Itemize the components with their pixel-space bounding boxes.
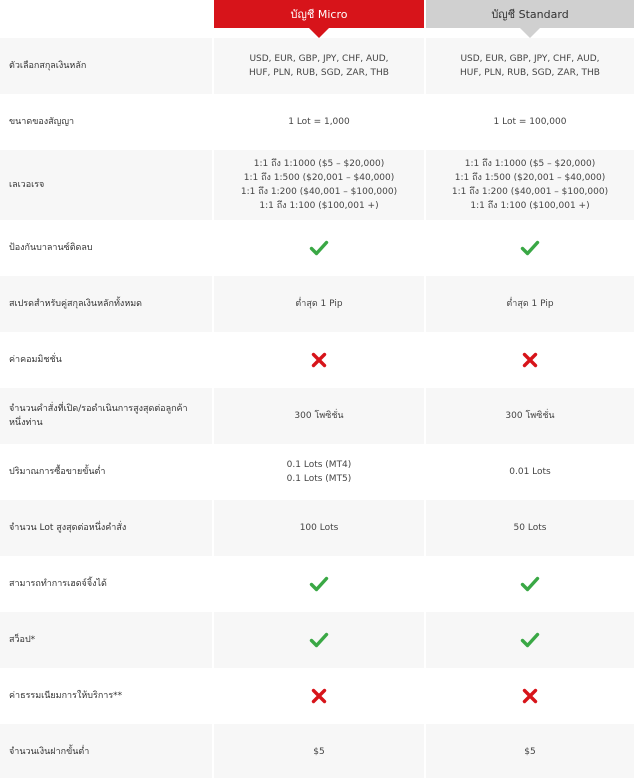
row-label: จำนวน Lot สูงสุดต่อหนึ่งคำสั่ง	[0, 500, 212, 556]
micro-value-cell	[214, 500, 424, 556]
micro-value-line: 300 โพซิชั่น	[294, 411, 344, 421]
check-icon	[520, 630, 540, 650]
table-row	[0, 276, 634, 332]
standard-value-cell	[426, 276, 634, 332]
micro-account-header	[214, 0, 424, 28]
cross-icon	[520, 350, 540, 370]
row-label: สว็อป*	[0, 612, 212, 668]
table-row	[0, 38, 634, 94]
standard-value-cell	[426, 220, 634, 276]
micro-value-cell	[214, 276, 424, 332]
standard-value-line: 50 Lots	[513, 523, 547, 533]
standard-value-line: 1 Lot = 100,000	[493, 117, 567, 127]
check-icon	[520, 574, 540, 594]
standard-account-header	[426, 0, 634, 28]
standard-value-line: 0.01 Lots	[509, 467, 551, 477]
row-label: ป้องกันบาลานซ์ติดลบ	[0, 220, 212, 276]
row-label: ปริมาณการซื้อขายขั้นต่ำ	[0, 444, 212, 500]
micro-header-pointer	[309, 28, 329, 38]
row-label: ขนาดของสัญญา	[0, 94, 212, 150]
standard-value-cell	[426, 724, 634, 778]
micro-value-cell	[214, 612, 424, 668]
micro-value-line: 100 Lots	[299, 523, 339, 533]
check-icon	[309, 238, 329, 258]
check-icon	[520, 238, 540, 258]
row-label: จำนวนคำสั่งที่เปิด/รอดำเนินการสูงสุดต่อลูกค้าหนึ่งท่าน	[0, 388, 212, 444]
table-row	[0, 444, 634, 500]
micro-value-line: 1:1 ถึง 1:200 ($40,001 – $100,000)	[240, 187, 398, 197]
header-spacer	[0, 0, 212, 38]
micro-value-line: $5	[313, 747, 325, 757]
cross-icon	[520, 686, 540, 706]
standard-value-line: HUF, PLN, RUB, SGD, ZAR, THB	[460, 68, 600, 78]
standard-value-line: $5	[524, 747, 536, 757]
table-row	[0, 332, 634, 388]
micro-value-line: HUF, PLN, RUB, SGD, ZAR, THB	[249, 68, 389, 78]
micro-value-cell	[214, 94, 424, 150]
micro-value-cell	[214, 220, 424, 276]
row-label: สเปรดสำหรับคู่สกุลเงินหลักทั้งหมด	[0, 276, 212, 332]
micro-value-line: 1 Lot = 1,000	[288, 117, 350, 127]
micro-value-cell	[214, 668, 424, 724]
standard-account-title: บัญชี Standard	[491, 8, 569, 21]
standard-value-line: 1:1 ถึง 1:200 ($40,001 – $100,000)	[451, 187, 609, 197]
check-icon	[309, 630, 329, 650]
micro-value-cell	[214, 150, 424, 220]
micro-value-line: 1:1 ถึง 1:100 ($100,001 +)	[259, 201, 379, 211]
standard-value-cell	[426, 444, 634, 500]
row-label: จำนวนเงินฝากขั้นต่ำ	[0, 724, 212, 778]
micro-value-line: ต่ำสุด 1 Pip	[295, 299, 343, 309]
standard-value-cell	[426, 332, 634, 388]
row-label: เลเวอเรจ	[0, 150, 212, 220]
standard-value-line: 1:1 ถึง 1:100 ($100,001 +)	[470, 201, 590, 211]
row-label: ค่าคอมมิชชั่น	[0, 332, 212, 388]
standard-value-cell	[426, 388, 634, 444]
table-row	[0, 94, 634, 150]
standard-value-line: 300 โพซิชั่น	[505, 411, 555, 421]
table-row	[0, 612, 634, 668]
micro-value-cell	[214, 444, 424, 500]
table-body	[0, 38, 634, 778]
table-row	[0, 500, 634, 556]
table-row	[0, 150, 634, 220]
table-row	[0, 388, 634, 444]
micro-value-cell	[214, 556, 424, 612]
standard-value-cell	[426, 38, 634, 94]
cross-icon	[309, 350, 329, 370]
row-label: สามารถทำการเฮดจ์จิ้งได้	[0, 556, 212, 612]
standard-value-cell	[426, 94, 634, 150]
micro-account-title: บัญชี Micro	[290, 8, 348, 21]
table-row	[0, 220, 634, 276]
standard-value-cell	[426, 150, 634, 220]
table-row	[0, 724, 634, 778]
standard-value-cell	[426, 612, 634, 668]
micro-value-line: 1:1 ถึง 1:500 ($20,001 – $40,000)	[243, 173, 395, 183]
standard-value-line: USD, EUR, GBP, JPY, CHF, AUD,	[460, 54, 600, 64]
micro-value-line: 1:1 ถึง 1:1000 ($5 – $20,000)	[253, 159, 385, 169]
micro-value-cell	[214, 724, 424, 778]
standard-value-cell	[426, 556, 634, 612]
standard-value-cell	[426, 500, 634, 556]
standard-header-pointer	[520, 28, 540, 38]
check-icon	[309, 574, 329, 594]
standard-value-line: 1:1 ถึง 1:500 ($20,001 – $40,000)	[454, 173, 606, 183]
micro-value-cell	[214, 332, 424, 388]
micro-value-line: USD, EUR, GBP, JPY, CHF, AUD,	[249, 54, 389, 64]
table-row	[0, 668, 634, 724]
standard-value-cell	[426, 668, 634, 724]
micro-value-cell	[214, 38, 424, 94]
standard-value-line: ต่ำสุด 1 Pip	[506, 299, 554, 309]
cross-icon	[309, 686, 329, 706]
row-label: ค่าธรรมเนียมการให้บริการ**	[0, 668, 212, 724]
micro-value-cell	[214, 388, 424, 444]
table-header	[0, 0, 634, 38]
standard-value-line: 1:1 ถึง 1:1000 ($5 – $20,000)	[464, 159, 596, 169]
row-label: ตัวเลือกสกุลเงินหลัก	[0, 38, 212, 94]
micro-value-line: 0.1 Lots (MT5)	[286, 474, 352, 484]
table-row	[0, 556, 634, 612]
micro-value-line: 0.1 Lots (MT4)	[286, 460, 352, 470]
